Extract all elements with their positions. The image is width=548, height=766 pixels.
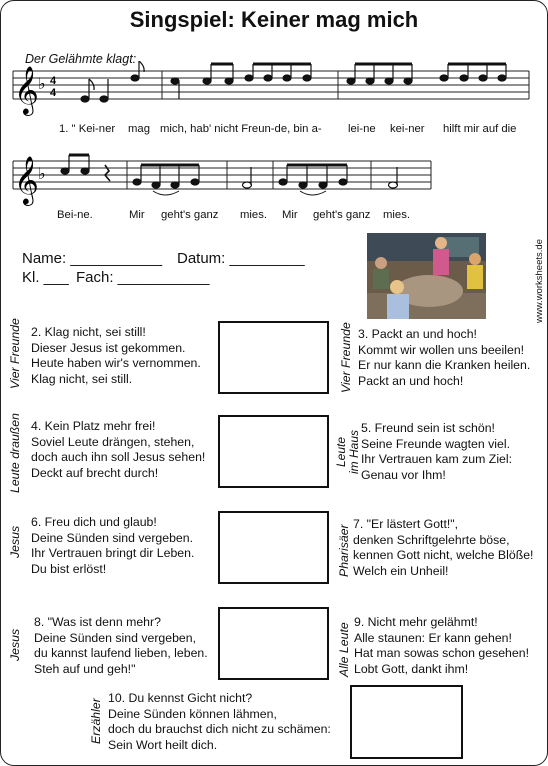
flat-icon: ♭ xyxy=(38,74,46,93)
intro-text: Der Gelähmte klagt: xyxy=(25,52,137,66)
verse-8-role: Jesus xyxy=(8,628,22,661)
lyric-line1-word3: mich, hab' nicht Freun-de, bin a- xyxy=(160,123,322,135)
website-url: www.worksheets.de xyxy=(534,239,545,323)
lyric-line1-word2: mag xyxy=(128,123,150,135)
music-staff-2 xyxy=(1,151,547,207)
lyric-line2-word4: mies. xyxy=(240,209,267,221)
page-title: Singspiel: Keiner mag mich xyxy=(129,7,419,32)
verse-7-text: 7. "Er lästert Gott!", denken Schriftgelehrte böse, kennen Gott nicht, welche Blöße! Welch ein Unheil! xyxy=(353,517,534,578)
verse-9-text: 9. Nicht mehr gelähmt! Alle staunen: Er kann gehen! Hat man sowas schon gesehen! Lobt Gott, dankt ihm! xyxy=(354,615,529,676)
lyric-line2-word6: geht's ganz xyxy=(313,209,371,221)
verse-2-role: Vier Freunde xyxy=(8,318,22,389)
verse-4-text: 4. Kein Platz mehr frei! Soviel Leute drängen, stehen, doch auch ihn soll Jesus sehen! Deckt auf brecht durch! xyxy=(31,419,206,480)
classroom-photo xyxy=(367,233,486,319)
verse-10-role: Erzähler xyxy=(89,698,103,744)
lyric-line2-word1: Bei-ne. xyxy=(57,209,93,221)
drawing-box-verse-4[interactable] xyxy=(218,415,329,488)
verse-5-text: 5. Freund sein ist schön! Seine Freunde wagten viel. Ihr Vertrauen kam zum Ziel: Genau vor Ihm! xyxy=(361,421,513,482)
verse-4-role: Leute draußen xyxy=(8,413,22,493)
drawing-box-verse-6[interactable] xyxy=(218,511,329,584)
lyric-line1-word6: hilft mir auf die xyxy=(443,123,517,135)
lyric-line1-word1: 1. " Kei-ner xyxy=(59,123,116,135)
subject-field[interactable]: Fach: ___________ xyxy=(76,269,210,286)
verse-7-role: Pharisäer xyxy=(337,524,351,577)
verse-9-role: Alle Leute xyxy=(337,622,351,677)
verse-8-text: 8. "Was ist denn mehr? Deine Sünden sind vergeben, du kannst laufend lieben, leben. Steh auf und geh!" xyxy=(34,615,208,676)
lyric-line2-word3: geht's ganz xyxy=(161,209,219,221)
svg-text:𝄞: 𝄞 xyxy=(14,155,39,204)
lyric-line1-word4: lei-ne xyxy=(348,123,376,135)
drawing-box-verse-10[interactable] xyxy=(350,685,463,759)
verse-10-text: 10. Du kennst Gicht nicht? Deine Sünden können lähmen, doch du brauchst dich nicht zu schämen: Sein Wort heilt dich. xyxy=(108,691,331,752)
lyric-line1-word5: kei-ner xyxy=(390,123,425,135)
verse-5-role: Leute im Haus xyxy=(334,429,361,474)
treble-clef-icon: 𝄞 xyxy=(14,65,39,114)
verse-6-role: Jesus xyxy=(8,525,22,558)
time-signature-top: 4 xyxy=(50,75,57,87)
date-field[interactable]: Datum: _________ xyxy=(177,250,305,267)
drawing-box-verse-8[interactable] xyxy=(218,607,329,680)
lyric-line2-word2: Mir xyxy=(129,209,145,221)
drawing-box-verse-2[interactable] xyxy=(218,321,329,394)
svg-text:♭: ♭ xyxy=(38,164,46,183)
verse-3-text: 3. Packt an und hoch! Kommt wir wollen uns beeilen! Er nur kann die Kranken heilen. Packt an und hoch! xyxy=(358,327,531,388)
name-field[interactable]: Name: ___________ xyxy=(22,250,163,267)
verse-2-text: 2. Klag nicht, sei still! Dieser Jesus ist gekommen. Heute haben wir's vernommen. Klag nicht, sei still. xyxy=(31,325,201,386)
verse-6-text: 6. Freu dich und glaub! Deine Sünden sind vergeben. Ihr Vertrauen bringt dir Leben. Du bist erlöst! xyxy=(31,515,195,576)
lyric-line2-word7: mies. xyxy=(383,209,410,221)
lyric-line2-word5: Mir xyxy=(282,209,298,221)
time-signature-bottom: 4 xyxy=(50,87,57,99)
verse-3-role: Vier Freunde xyxy=(339,322,353,393)
class-field[interactable]: Kl. ___ xyxy=(22,269,69,286)
music-staff-1 xyxy=(1,61,547,123)
